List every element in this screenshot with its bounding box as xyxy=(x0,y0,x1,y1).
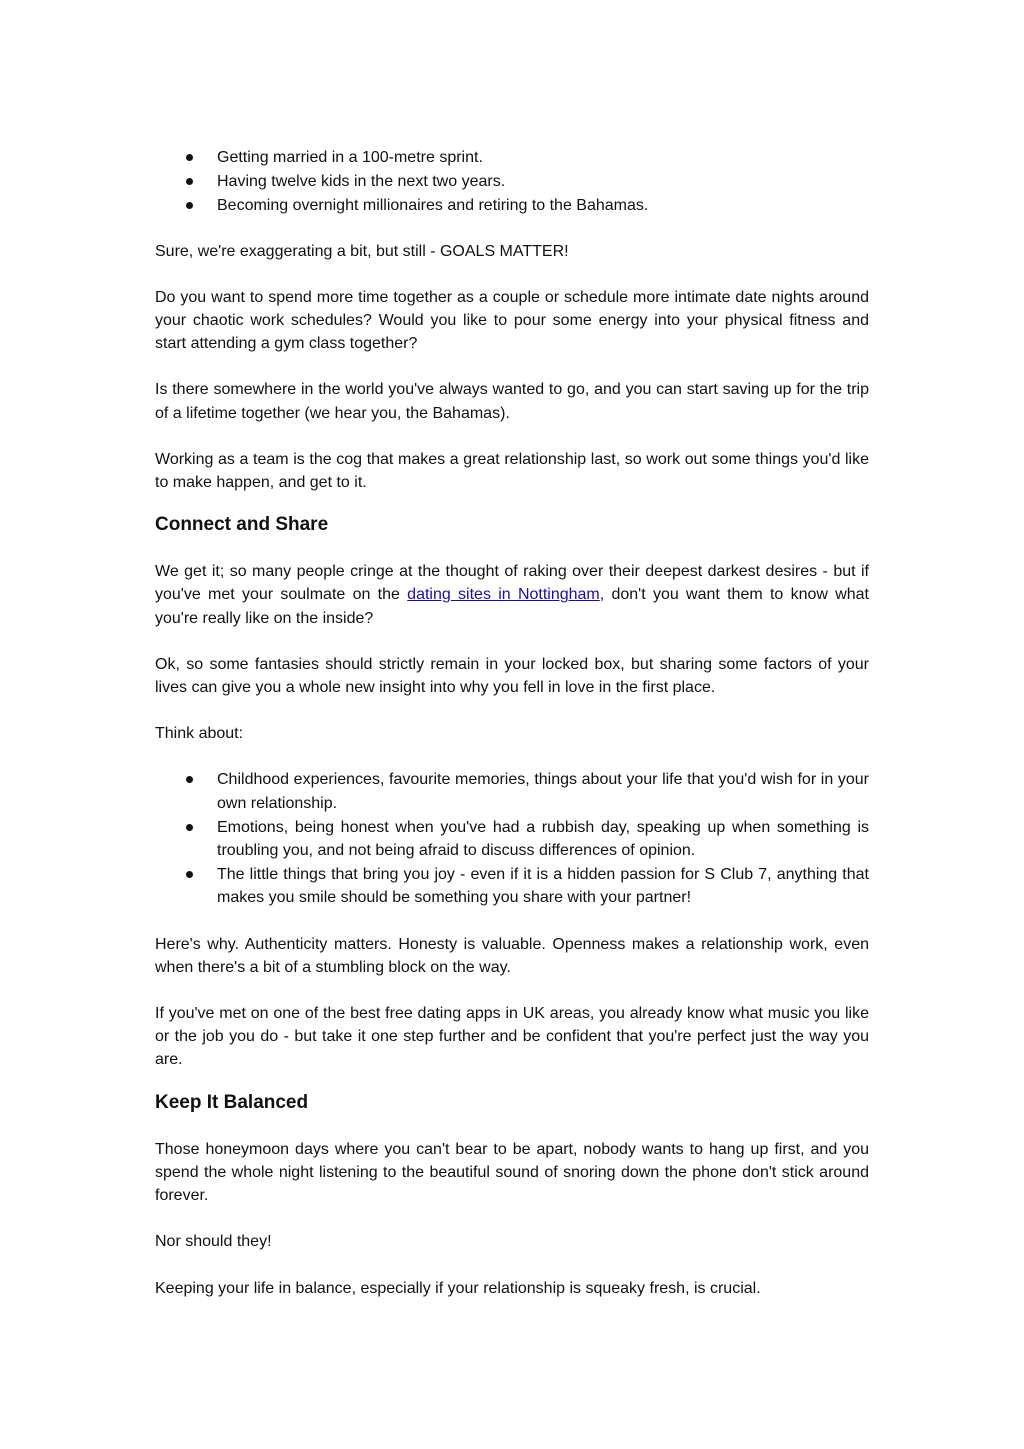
bullet-icon xyxy=(186,178,193,185)
paragraph-apps: If you've met on one of the best free dating apps in UK areas, you already know what music you like or the job you do - but take it one step further and be confident that you're perfect just the way you are. xyxy=(155,1005,869,1069)
paragraph-think-about: Think about: xyxy=(155,725,244,743)
bullet-icon xyxy=(186,154,193,161)
dating-sites-link[interactable]: dating sites in Nottingham xyxy=(407,586,600,604)
paragraph-why: Here's why. Authenticity matters. Honesty is valuable. Openness makes a relationship work, even when there's a bit of a stumbling block on the way. xyxy=(155,935,869,976)
paragraph-cringe: We get it; so many people cringe at the thought of raking over their deepest darkest desires - but if you've met your soulmate on the dating sites in Nottingham, don't you want them to know what you're really like on the inside? xyxy=(155,563,869,627)
bullet-icon xyxy=(186,776,193,783)
list-item: Having twelve kids in the next two years. xyxy=(155,170,869,193)
share-list xyxy=(155,768,869,909)
heading-connect-and-share: Connect and Share xyxy=(155,514,329,536)
bullet-icon xyxy=(186,202,193,209)
list-item: Getting married in a 100-metre sprint. xyxy=(155,146,869,169)
list-item: Emotions, being honest when you've had a rubbish day, speaking up when something is troubling you, and not being afraid to discuss differences of opinion. xyxy=(155,816,869,862)
paragraph-fantasies: Ok, so some fantasies should strictly remain in your locked box, but sharing some factors of your lives can give you a whole new insight into why you fell in love in the first place. xyxy=(155,655,869,697)
list-item: Childhood experiences, favourite memories, things about your life that you'd wish for in your own relationship. xyxy=(155,768,869,814)
paragraph-travel: Is there somewhere in the world you've always wanted to go, and you can start saving up for the trip of a lifetime together (we hear you, the Bahamas). xyxy=(155,381,869,422)
bullet-icon xyxy=(186,871,193,878)
paragraph-balance: Keeping your life in balance, especially if your relationship is squeaky fresh, is crucial. xyxy=(155,1279,761,1297)
paragraph-team: Working as a team is the cog that makes a great relationship last, so work out some things you'd like to make happen, and get to it. xyxy=(155,450,869,492)
document-page xyxy=(155,146,869,1323)
paragraph-time-together: Do you want to spend more time together as a couple or schedule more intimate date nights around your chaotic work schedules? Would you like to pour some energy into your physical fitness and start attending a gym class together? xyxy=(155,288,869,353)
paragraph-honeymoon: Those honeymoon days where you can't bear to be apart, nobody wants to hang up first, and you spend the whole night listening to the beautiful sound of snoring down the phone don't stick around forever. xyxy=(155,1140,869,1205)
heading-keep-it-balanced: Keep It Balanced xyxy=(155,1091,309,1113)
goals-list xyxy=(155,146,869,218)
paragraph-nor: Nor should they! xyxy=(155,1233,272,1251)
list-item: The little things that bring you joy - even if it is a hidden passion for S Club 7, anything that makes you smile should be something you share with your partner! xyxy=(155,863,869,909)
bullet-icon xyxy=(186,824,193,831)
list-item: Becoming overnight millionaires and retiring to the Bahamas. xyxy=(155,194,869,217)
paragraph-goals-matter: Sure, we're exaggerating a bit, but still - GOALS MATTER! xyxy=(155,242,569,260)
